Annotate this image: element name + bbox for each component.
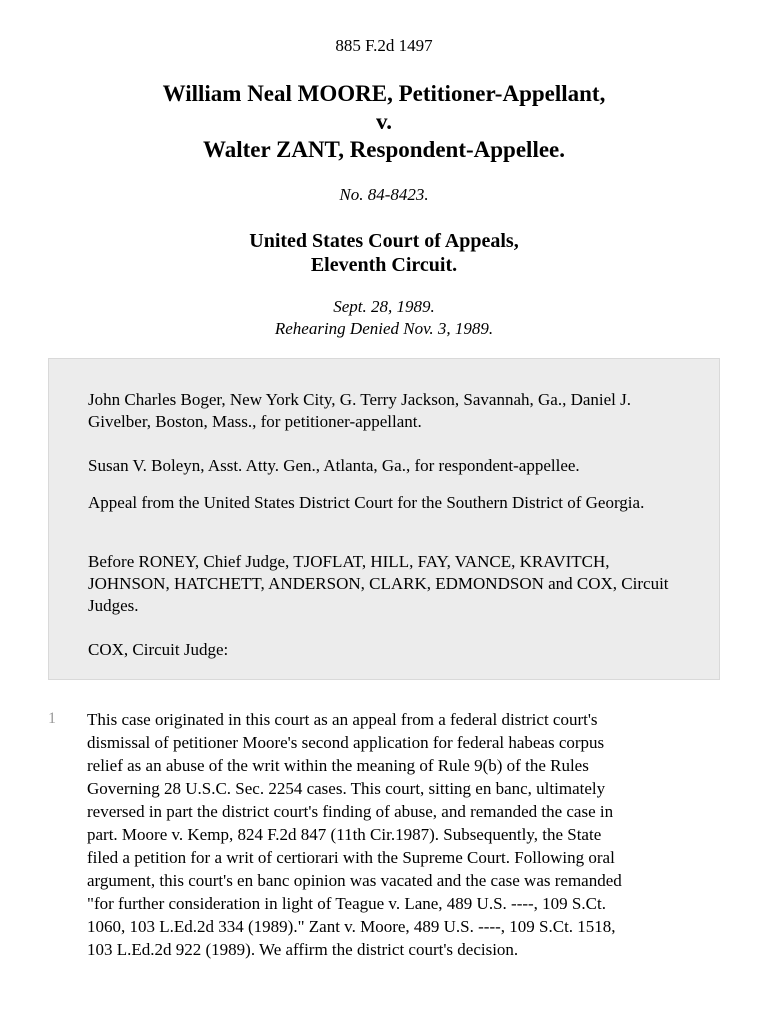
paragraph-line: Governing 28 U.S.C. Sec. 2254 cases. This court, sitting en banc, ultimately [87,779,606,798]
counsel-appellee: Susan V. Boleyn, Asst. Atty. Gen., Atlanta, Ga., for respondent-appellee. [88,456,580,475]
opinion-author: COX, Circuit Judge: [88,640,229,659]
court-name-line2: Eleventh Circuit. [310,254,458,276]
paragraph-line: 103 L.Ed.2d 922 (1989). We affirm the district court's decision. [87,940,519,959]
rehearing-date: Rehearing Denied Nov. 3, 1989. [274,319,494,338]
case-caption [0,80,768,164]
appellee-name: Walter ZANT, Respondent-Appellee. [202,137,566,162]
court-name-line1: United States Court of Appeals, [249,230,519,252]
docket-number: No. 84-8423. [339,185,429,204]
paragraph-text [87,708,727,961]
paragraph-number: 1 [48,710,56,727]
decision-dates [0,296,768,340]
paragraph-line: reversed in part the district court's finding of abuse, and remanded the case in [87,802,614,821]
versus: v. [376,109,392,134]
appeal-from: Appeal from the United States District Court for the Southern District of Georgia. [88,493,645,512]
counsel-appellant: John Charles Boger, New York City, G. Terry Jackson, Savannah, Ga., Daniel J. Givelber, Boston, Mass., for petitioner-appellant. [88,390,631,431]
case-header-box [48,358,720,680]
judges-panel: Before RONEY, Chief Judge, TJOFLAT, HILL, FAY, VANCE, KRAVITCH, JOHNSON, HATCHETT, ANDERSON, CLARK, EDMONDSON and COX, Circuit Judges. [88,552,669,615]
paragraph-line: part. Moore v. Kemp, 824 F.2d 847 (11th Cir.1987). Subsequently, the State [87,825,602,844]
paragraph-line: "for further consideration in light of Teague v. Lane, 489 U.S. ----, 109 S.Ct. [87,894,606,913]
paragraph-line: relief as an abuse of the writ within the meaning of Rule 9(b) of the Rules [87,756,589,775]
paragraph-line: filed a petition for a writ of certiorari with the Supreme Court. Following oral [87,848,615,867]
citation: 885 F.2d 1497 [335,36,433,55]
paragraph-line: argument, this court's en banc opinion was vacated and the case was remanded [87,871,622,890]
paragraph-line: dismissal of petitioner Moore's second application for federal habeas corpus [87,733,605,752]
appellant-name: William Neal MOORE, Petitioner-Appellant, [162,81,606,106]
decided-date: Sept. 28, 1989. [333,297,435,316]
court-name [0,229,768,277]
paragraph-line: This case originated in this court as an appeal from a federal district court's [87,710,598,729]
paragraph-line: 1060, 103 L.Ed.2d 334 (1989)." Zant v. Moore, 489 U.S. ----, 109 S.Ct. 1518, [87,917,616,936]
